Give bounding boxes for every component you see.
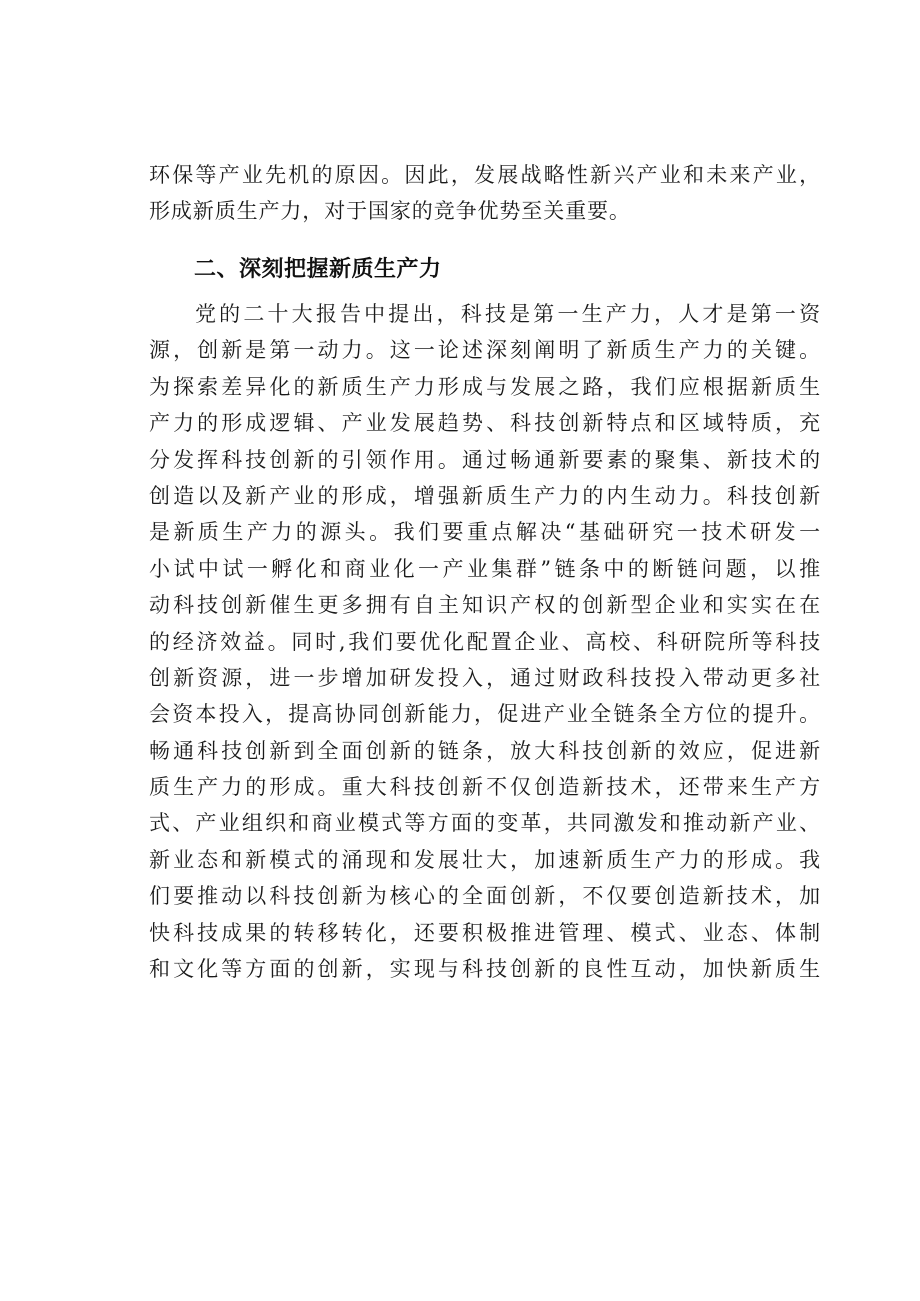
text-line: 源，创新是第一动力。这一论述深刻阐明了新质生产力的关键。 [149,338,821,363]
text-line: 式、产业组织和商业模式等方面的变革，共同激发和推动新产业、 [149,811,821,836]
text-line: 形成新质生产力，对于国家的竞争优势至关重要。 [149,199,631,224]
intro-paragraph [149,157,821,230]
text-line: 质生产力的形成。重大科技创新不仅创造新技术，还带来生产方 [149,775,821,800]
text-line: 党的二十大报告中提出，科技是第一生产力，人才是第一资 [195,302,821,326]
text-line: 为探索差异化的新质生产力形成与发展之路，我们应根据新质生 [149,374,821,399]
text-line: 快科技成果的转移转化，还要积极推进管理、模式、业态、体制 [149,920,821,945]
body-paragraph [149,296,821,987]
text-line: 环保等产业先机的原因。因此，发展战略性新兴产业和未来产业， [149,163,821,187]
text-line: 和文化等方面的创新，实现与科技创新的良性互动，加快新质生 [149,957,821,982]
text-line: 是新质生产力的源头。我们要重点解决“基础研究一技术研发一 [149,520,821,545]
text-line: 产力的形成逻辑、产业发展趋势、科技创新特点和区域特质，充 [149,411,821,436]
text-line: 创新资源，进一步增加研发投入，通过财政科技投入带动更多社 [149,665,821,690]
text-line: 会资本投入，提高协同创新能力，促进产业全链条全方位的提升。 [149,702,821,727]
text-line: 的经济效益。同时,我们要优化配置企业、高校、科研院所等科技 [149,629,821,654]
text-line: 新业态和新模式的涌现和发展壮大，加速新质生产力的形成。我 [149,847,821,872]
text-line: 小试中试一孵化和商业化一产业集群”链条中的断链问题，以推 [149,556,821,581]
text-line: 创造以及新产业的形成，增强新质生产力的内生动力。科技创新 [149,483,821,508]
text-line: 动科技创新催生更多拥有自主知识产权的创新型企业和实实在在 [149,593,821,618]
text-line: 畅通科技创新到全面创新的链条，放大科技创新的效应，促进新 [149,738,821,763]
text-line: 们要推动以科技创新为核心的全面创新，不仅要创造新技术，加 [149,884,821,909]
section-heading: 二、深刻把握新质生产力 [194,257,442,282]
text-line: 分发挥科技创新的引领作用。通过畅通新要素的聚集、新技术的 [149,447,821,472]
